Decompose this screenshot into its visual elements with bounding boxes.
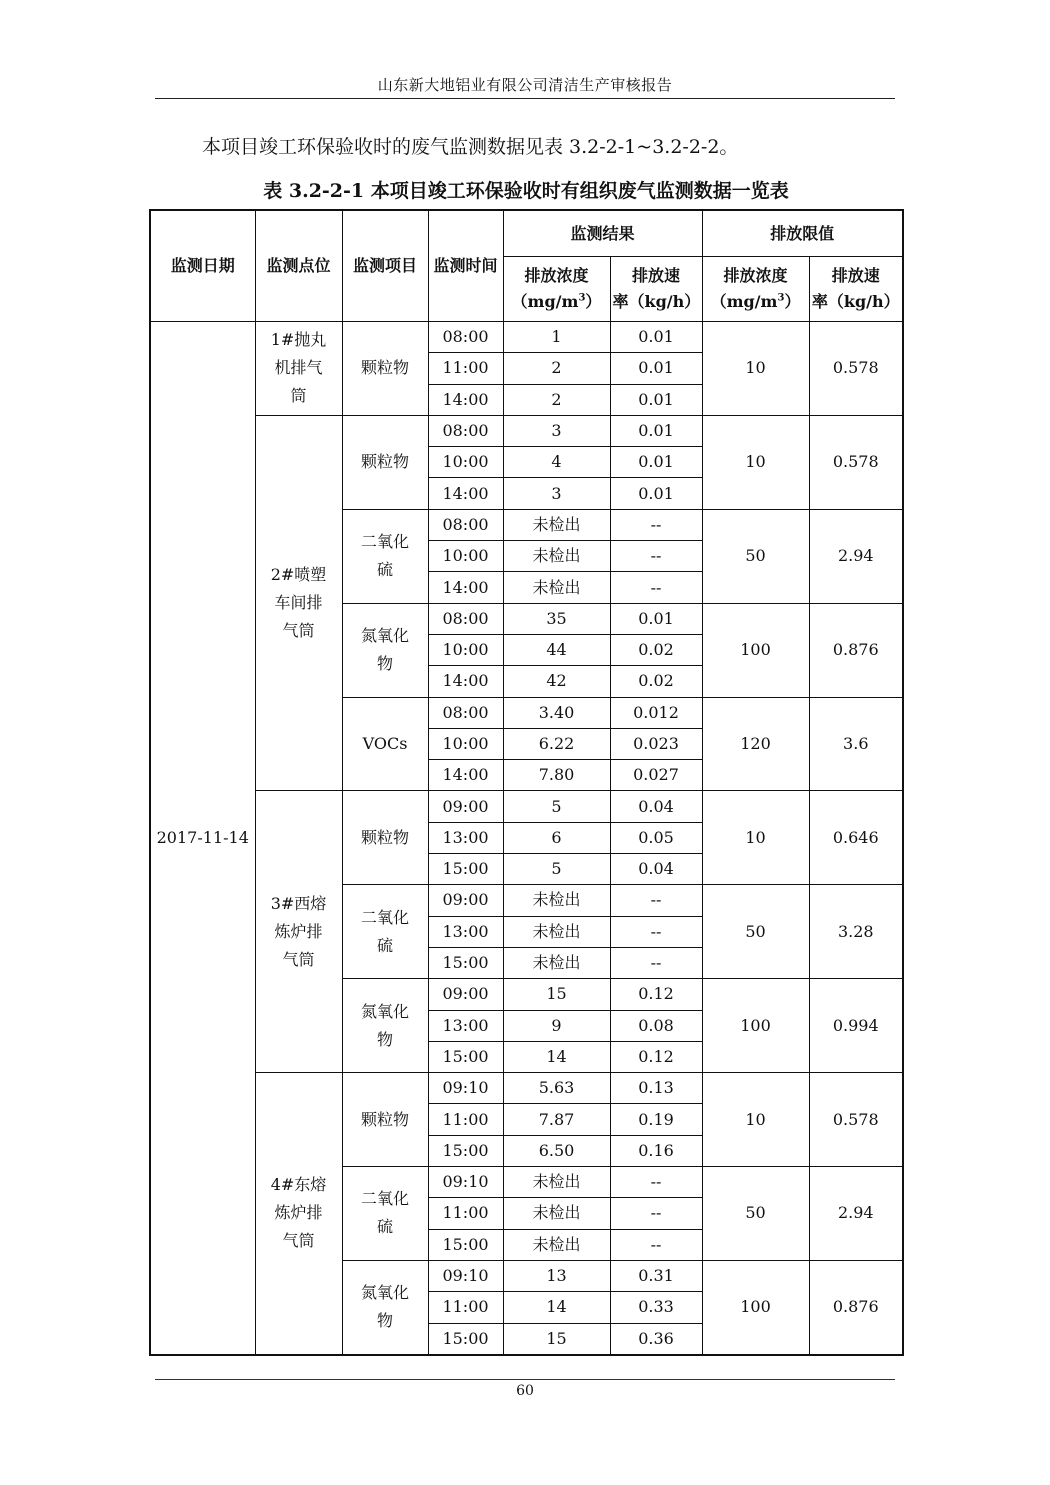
cell-concentration: 未检出 [503,1167,610,1198]
cell-rate: -- [610,1167,702,1198]
cell-time: 09:00 [428,885,503,916]
cell-concentration: 15 [503,979,610,1010]
cell-concentration: 14 [503,1292,610,1323]
cell-time: 10:00 [428,541,503,572]
cell-item: 颗粒物 [342,415,428,509]
cell-time: 14:00 [428,478,503,509]
cell-time: 15:00 [428,854,503,885]
cell-concentration: 7.80 [503,760,610,791]
cell-time: 11:00 [428,1292,503,1323]
cell-time: 08:00 [428,509,503,540]
cell-rate: -- [610,1229,702,1260]
cell-time: 15:00 [428,1323,503,1355]
cell-point: 2#喷塑车间排气筒 [255,415,342,791]
cell-rate: -- [610,1198,702,1229]
cell-concentration: 未检出 [503,572,610,603]
header-limit-group: 排放限值 [702,210,903,257]
cell-limit-rate: 0.578 [809,415,903,509]
cell-limit-concentration: 120 [702,697,809,791]
cell-limit-rate: 0.646 [809,791,903,885]
table-caption: 表 3.2-2-1 本项目竣工环保验收时有组织废气监测数据一览表 [263,180,789,202]
cell-time: 13:00 [428,1010,503,1041]
cell-time: 08:00 [428,697,503,728]
cell-rate: 0.13 [610,1073,702,1104]
cell-concentration: 3 [503,415,610,446]
cell-limit-concentration: 100 [702,603,809,697]
cell-rate: 0.01 [610,478,702,509]
cell-limit-concentration: 10 [702,322,809,416]
cell-limit-rate: 3.6 [809,697,903,791]
cell-concentration: 未检出 [503,1229,610,1260]
cell-limit-rate: 2.94 [809,1167,903,1261]
cell-limit-rate: 0.578 [809,322,903,416]
table-body [150,322,903,1355]
cell-rate: 0.012 [610,697,702,728]
page-header: 山东新大地铝业有限公司清洁生产审核报告 [377,76,673,94]
cell-time: 10:00 [428,634,503,665]
cell-limit-rate: 3.28 [809,885,903,979]
header-limit-rate: 排放速 率（kg/h） [809,257,903,322]
header-result-concentration: 排放浓度 $(mg/m^3)$ [503,257,610,322]
cell-time: 09:10 [428,1260,503,1291]
cell-time: 13:00 [428,916,503,947]
cell-concentration: 35 [503,603,610,634]
header-limit-concentration: 排放浓度 $(mg/m^3)$ [702,257,809,322]
cell-time: 11:00 [428,353,503,384]
cell-concentration: 未检出 [503,541,610,572]
header-item: 监测项目 [342,210,428,322]
cell-time: 09:10 [428,1167,503,1198]
cell-rate: 0.36 [610,1323,702,1355]
cell-limit-concentration: 10 [702,1073,809,1167]
cell-limit-concentration: 50 [702,1167,809,1261]
cell-date: 2017-11-14 [150,322,255,1355]
cell-limit-concentration: 100 [702,979,809,1073]
cell-concentration: 5 [503,791,610,822]
header-result-group: 监测结果 [503,210,702,257]
cell-rate: 0.16 [610,1135,702,1166]
table-row [150,322,903,353]
cell-concentration: 44 [503,634,610,665]
cell-item: 颗粒物 [342,791,428,885]
monitoring-table [149,209,904,1356]
cell-time: 13:00 [428,822,503,853]
footer-divider [155,1379,895,1380]
cell-concentration: 6.22 [503,728,610,759]
cell-rate: 0.19 [610,1104,702,1135]
cell-concentration: 4 [503,447,610,478]
cell-rate: 0.12 [610,979,702,1010]
cell-limit-concentration: 10 [702,415,809,509]
cell-time: 15:00 [428,947,503,978]
cell-rate: -- [610,947,702,978]
cell-time: 15:00 [428,1229,503,1260]
table-row [150,415,903,446]
cell-rate: -- [610,916,702,947]
cell-concentration: 2 [503,353,610,384]
page-number: 60 [516,1383,534,1399]
table-row [150,791,903,822]
cell-rate: 0.01 [610,603,702,634]
cell-limit-concentration: 50 [702,885,809,979]
cell-item: 二氧化硫 [342,885,428,979]
cell-time: 09:00 [428,791,503,822]
cell-time: 14:00 [428,666,503,697]
cell-concentration: 未检出 [503,916,610,947]
header-date: 监测日期 [150,210,255,322]
cell-concentration: 42 [503,666,610,697]
cell-concentration: 3.40 [503,697,610,728]
cell-item: VOCs [342,697,428,791]
cell-time: 10:00 [428,447,503,478]
cell-point: 1#抛丸机排气筒 [255,322,342,416]
cell-rate: 0.01 [610,415,702,446]
cell-rate: 0.01 [610,353,702,384]
cell-time: 14:00 [428,384,503,415]
cell-rate: 0.05 [610,822,702,853]
cell-time: 08:00 [428,322,503,353]
cell-limit-rate: 0.994 [809,979,903,1073]
cell-time: 14:00 [428,760,503,791]
cell-time: 08:00 [428,415,503,446]
header-divider [155,98,895,99]
cell-concentration: 14 [503,1041,610,1072]
cell-concentration: 1 [503,322,610,353]
cell-rate: 0.04 [610,791,702,822]
cell-rate: -- [610,541,702,572]
cell-time: 15:00 [428,1135,503,1166]
cell-limit-concentration: 100 [702,1260,809,1354]
cell-item: 二氧化硫 [342,509,428,603]
cell-time: 10:00 [428,728,503,759]
cell-limit-rate: 0.876 [809,603,903,697]
cell-time: 14:00 [428,572,503,603]
cell-limit-concentration: 10 [702,791,809,885]
cell-point: 3#西熔炼炉排气筒 [255,791,342,1073]
cell-concentration: 未检出 [503,947,610,978]
header-result-rate: 排放速 率（kg/h） [610,257,702,322]
cell-time: 08:00 [428,603,503,634]
cell-concentration: 3 [503,478,610,509]
table-row [150,1073,903,1104]
cell-item: 二氧化硫 [342,1167,428,1261]
cell-rate: 0.01 [610,322,702,353]
cell-time: 11:00 [428,1104,503,1135]
header-time: 监测时间 [428,210,503,322]
cell-concentration: 2 [503,384,610,415]
cell-limit-rate: 0.876 [809,1260,903,1354]
cell-rate: -- [610,885,702,916]
cell-time: 09:10 [428,1073,503,1104]
cell-limit-rate: 2.94 [809,509,903,603]
cell-concentration: 13 [503,1260,610,1291]
cell-item: 氮氧化物 [342,1260,428,1354]
cell-limit-rate: 0.578 [809,1073,903,1167]
cell-rate: 0.023 [610,728,702,759]
cell-rate: 0.33 [610,1292,702,1323]
cell-rate: 0.027 [610,760,702,791]
intro-paragraph: 本项目竣工环保验收时的废气监测数据见表 3.2-2-1~3.2-2-2。 [202,136,739,158]
header-point: 监测点位 [255,210,342,322]
cell-time: 09:00 [428,979,503,1010]
cell-time: 11:00 [428,1198,503,1229]
cell-concentration: 5 [503,854,610,885]
cell-concentration: 6 [503,822,610,853]
cell-rate: 0.08 [610,1010,702,1041]
cell-rate: 0.01 [610,447,702,478]
cell-item: 氮氧化物 [342,603,428,697]
cell-item: 颗粒物 [342,1073,428,1167]
cell-concentration: 7.87 [503,1104,610,1135]
cell-rate: 0.01 [610,384,702,415]
cell-concentration: 未检出 [503,1198,610,1229]
cell-limit-concentration: 50 [702,509,809,603]
cell-rate: 0.02 [610,666,702,697]
cell-rate: 0.02 [610,634,702,665]
cell-concentration: 未检出 [503,509,610,540]
cell-concentration: 未检出 [503,885,610,916]
cell-rate: 0.12 [610,1041,702,1072]
cell-rate: -- [610,509,702,540]
cell-item: 氮氧化物 [342,979,428,1073]
cell-time: 15:00 [428,1041,503,1072]
cell-rate: -- [610,572,702,603]
cell-concentration: 6.50 [503,1135,610,1166]
cell-point: 4#东熔炼炉排气筒 [255,1073,342,1355]
cell-concentration: 9 [503,1010,610,1041]
cell-item: 颗粒物 [342,322,428,416]
cell-rate: 0.31 [610,1260,702,1291]
cell-concentration: 5.63 [503,1073,610,1104]
cell-concentration: 15 [503,1323,610,1355]
cell-rate: 0.04 [610,854,702,885]
